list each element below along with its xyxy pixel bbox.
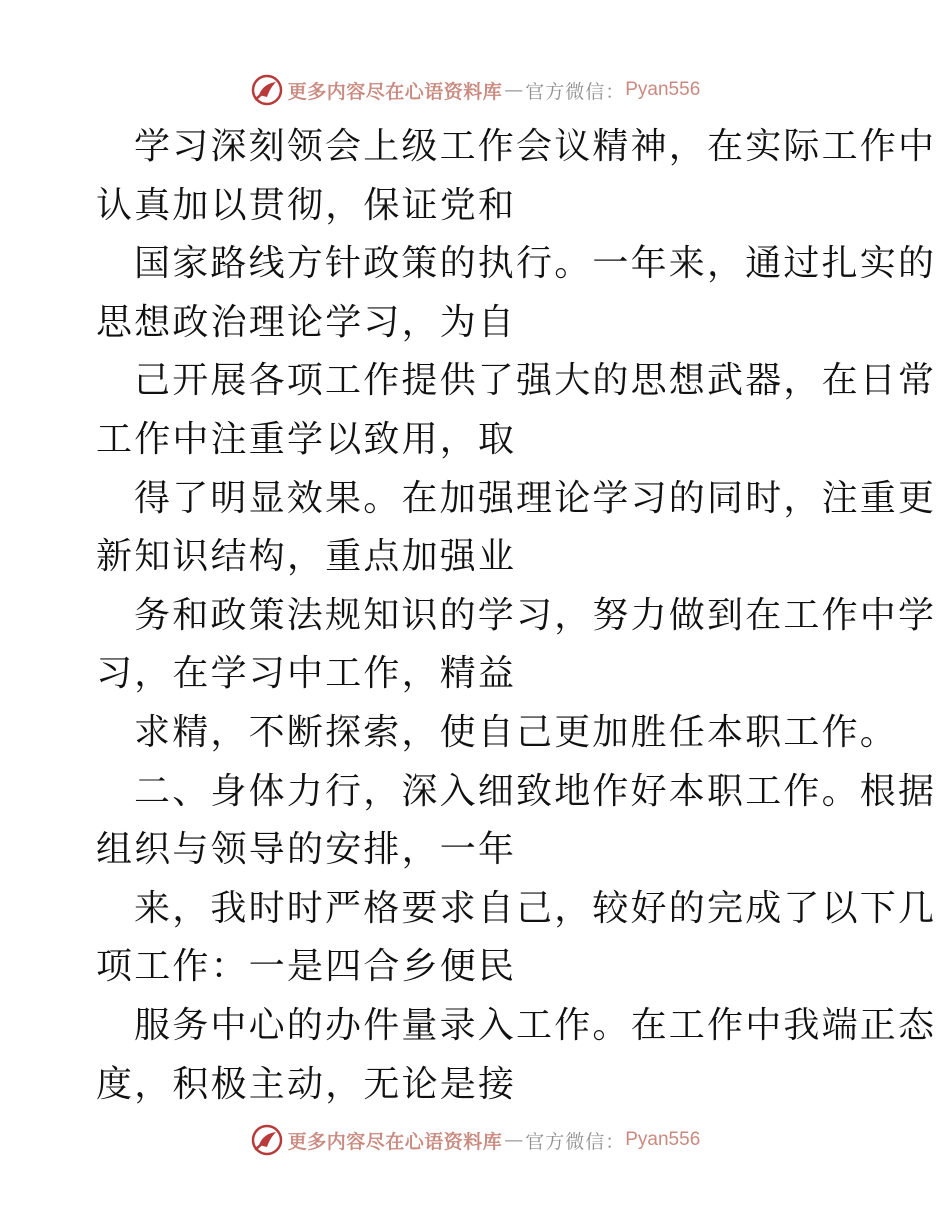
text-line: 来，我时时严格要求自己，较好的完成了以下几 <box>134 887 937 929</box>
banner-dash: — <box>504 79 524 101</box>
footer-banner <box>0 1122 950 1158</box>
text-line: 认真加以贯彻，保证党和 <box>96 184 517 226</box>
banner-slogan: 更多内容尽在心语资料库 <box>287 1130 503 1153</box>
banner-dash: — <box>504 1129 524 1151</box>
banner-wechat-label: 官方微信： <box>525 1130 626 1153</box>
text-line: 度，积极主动，无论是接 <box>96 1063 517 1105</box>
text-line: 新知识结构，重点加强业 <box>96 536 517 578</box>
banner-slogan: 更多内容尽在心语资料库 <box>287 80 503 103</box>
header-banner <box>0 72 950 108</box>
text-line: 思想政治理论学习，为自 <box>96 301 517 343</box>
text-line: 学习深刻领会上级工作会议精神，在实际工作中 <box>134 126 937 167</box>
text-line: 组织与领导的安排，一年 <box>96 829 517 871</box>
text-line: 工作中注重学以致用，取 <box>96 418 517 460</box>
banner-wechat-label: 官方微信： <box>525 80 626 103</box>
document-body <box>96 118 937 1114</box>
banner-wechat-id: Pyan556 <box>625 1129 701 1150</box>
text-line: 二、身体力行，深入细致地作好本职工作。根据 <box>134 770 937 812</box>
text-line: 服务中心的办件量录入工作。在工作中我端正态 <box>134 1004 937 1046</box>
text-line: 国家路线方针政策的执行。一年来，通过扎实的 <box>134 243 937 285</box>
text-line: 习，在学习中工作，精益 <box>96 653 517 695</box>
text-line: 求精，不断探索，使自己更加胜任本职工作。 <box>134 711 899 753</box>
brand-logo-icon <box>250 73 284 107</box>
banner-wechat-id: Pyan556 <box>625 79 701 100</box>
brand-logo-icon <box>250 1123 284 1157</box>
text-line: 项工作：一是四合乡便民 <box>96 946 517 988</box>
text-line: 务和政策法规知识的学习，努力做到在工作中学 <box>134 594 937 636</box>
text-line: 得了明显效果。在加强理论学习的同时，注重更 <box>134 477 937 519</box>
text-line: 己开展各项工作提供了强大的思想武器，在日常 <box>134 360 937 402</box>
